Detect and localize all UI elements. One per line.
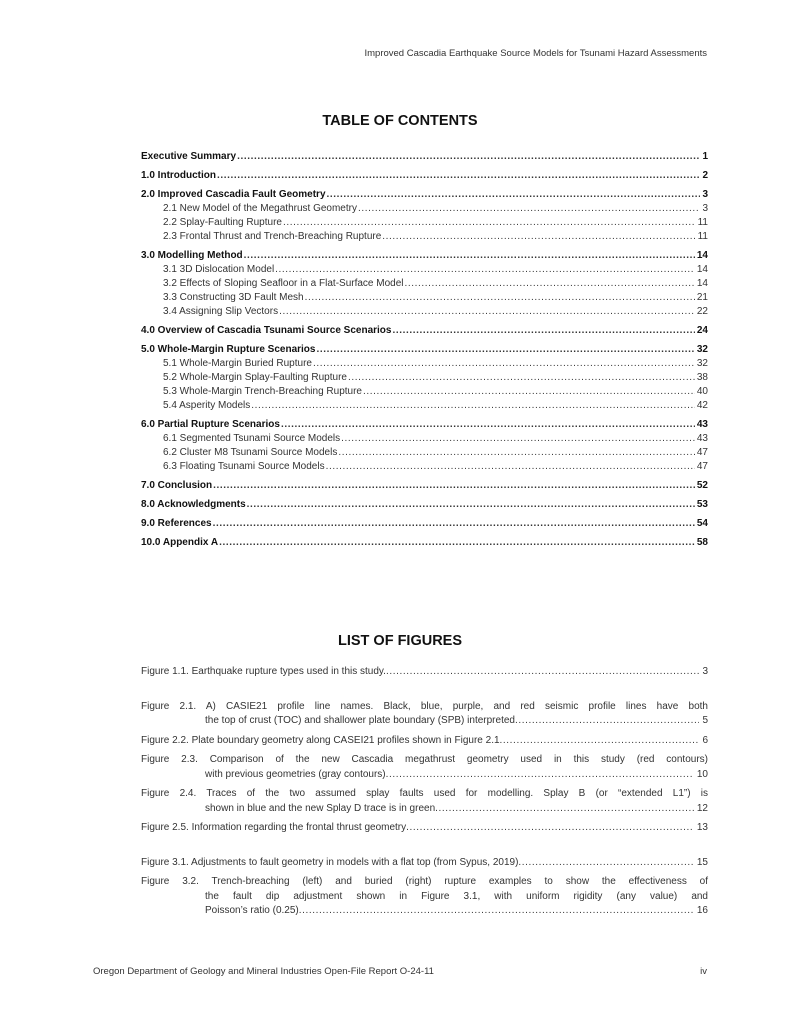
toc-section-entry[interactable]	[141, 324, 708, 338]
toc-section-entry[interactable]	[141, 418, 708, 432]
dot-leader	[326, 460, 695, 474]
dot-leader	[405, 277, 695, 291]
figure-caption-text: shown in blue and the new Splay D trace is in green	[205, 802, 436, 814]
dot-leader	[386, 665, 699, 680]
dot-leader	[363, 385, 695, 399]
toc-subsection-entry[interactable]	[141, 432, 708, 446]
table-of-contents	[141, 150, 708, 550]
toc-subsection-entry[interactable]	[141, 357, 708, 371]
figure-entry[interactable]	[141, 753, 708, 782]
toc-entry-page: 47	[696, 447, 708, 458]
running-header: Improved Cascadia Earthquake Source Models for Tsunami Hazard Assessments	[364, 48, 707, 59]
toc-entry-page: 42	[696, 400, 708, 411]
dot-leader	[247, 498, 695, 512]
toc-entry-page: 11	[697, 231, 708, 242]
figure-caption-last-line	[141, 856, 708, 871]
figure-caption-text: Poisson’s ratio (0.25)	[205, 905, 299, 916]
toc-entry-label: 9.0 References	[141, 518, 212, 529]
figure-caption-last-line	[141, 734, 708, 749]
figure-page: 16	[696, 905, 708, 916]
figure-entry[interactable]	[141, 734, 708, 749]
list-of-figures	[141, 665, 708, 919]
toc-entry-label: 6.0 Partial Rupture Scenarios	[141, 419, 280, 430]
toc-entry-page: 24	[696, 325, 708, 336]
toc-subsection-entry[interactable]	[141, 460, 708, 474]
toc-entry-label: 6.1 Segmented Tsunami Source Models	[163, 433, 341, 444]
figure-page: 12	[696, 802, 708, 814]
dot-leader	[316, 343, 694, 357]
dot-leader	[435, 802, 694, 817]
toc-section-entry[interactable]	[141, 343, 708, 357]
toc-section-entry[interactable]	[141, 517, 708, 531]
figure-page: 13	[696, 822, 708, 833]
dot-leader	[515, 714, 699, 729]
toc-entry-label: 3.0 Modelling Method	[141, 250, 243, 261]
figure-caption-last-line	[141, 665, 708, 680]
figure-caption-text: Figure 2.5. Information regarding the frontal thrust geometry	[141, 822, 407, 833]
dot-leader	[219, 536, 695, 550]
toc-heading: TABLE OF CONTENTS	[322, 113, 478, 129]
list-of-figures-heading: LIST OF FIGURES	[337, 633, 463, 649]
toc-section-entry[interactable]	[141, 249, 708, 263]
toc-entry-page: 54	[696, 518, 708, 529]
dot-leader	[518, 856, 693, 871]
dot-leader	[251, 399, 695, 413]
figure-spacer	[141, 680, 708, 700]
toc-entry-label: 5.2 Whole-Margin Splay-Faulting Rupture	[163, 372, 347, 383]
dot-leader	[313, 357, 695, 371]
toc-subsection-entry[interactable]	[141, 230, 708, 244]
dot-leader	[305, 291, 695, 305]
toc-entry-label: 3.3 Constructing 3D Fault Mesh	[163, 292, 304, 303]
figure-caption-line: Figure 2.3. Comparison of the new Cascadia megathrust geometry used in this study (red contours)	[141, 754, 708, 765]
toc-entry-page: 52	[696, 480, 708, 491]
toc-subsection-entry[interactable]	[141, 263, 708, 277]
dot-leader	[237, 150, 700, 164]
dot-leader	[358, 202, 700, 216]
figure-caption-text: Figure 3.1. Adjustments to fault geometry in models with a flat top (from Sypus, 2019)	[141, 856, 519, 868]
figure-page: 3	[702, 666, 708, 677]
toc-subsection-entry[interactable]	[141, 446, 708, 460]
toc-entry-page: 21	[696, 292, 708, 303]
toc-entry-label: 6.2 Cluster M8 Tsunami Source Models	[163, 447, 338, 458]
figure-caption-line: Figure 3.2. Trench-breaching (left) and buried (right) rupture examples to show the effectiveness of	[141, 876, 708, 887]
dot-leader	[382, 230, 695, 244]
toc-entry-label: 7.0 Conclusion	[141, 480, 213, 491]
toc-subsection-entry[interactable]	[141, 291, 708, 305]
figure-caption-text: with previous geometries (gray contours)	[205, 768, 386, 780]
toc-entry-label: 5.3 Whole-Margin Trench-Breaching Rupture	[163, 386, 362, 397]
toc-entry-page: 14	[696, 278, 708, 289]
toc-entry-label: 4.0 Overview of Cascadia Tsunami Source Scenarios	[141, 325, 392, 336]
toc-entry-page: 43	[696, 419, 708, 430]
figure-caption-last-line	[141, 768, 708, 783]
figure-caption-text: the top of crust (TOC) and shallower plate boundary (SPB) interpreted	[205, 715, 515, 726]
toc-entry-label: 3.1 3D Dislocation Model	[163, 264, 275, 275]
dot-leader	[392, 324, 694, 338]
figure-page: 10	[696, 768, 708, 780]
dot-leader	[348, 371, 695, 385]
toc-entry-page: 38	[696, 372, 708, 383]
footer-page-number: iv	[700, 966, 707, 977]
toc-entry-page: 32	[696, 344, 708, 355]
toc-entry-label: 5.0 Whole-Margin Rupture Scenarios	[141, 344, 316, 355]
toc-section-entry[interactable]	[141, 536, 708, 550]
figure-entry[interactable]	[141, 875, 708, 919]
figure-caption-text: Figure 2.2. Plate boundary geometry along CASEI21 profiles shown in Figure 2.1	[141, 734, 500, 746]
footer-publication: Oregon Department of Geology and Mineral Industries Open-File Report O-24-11	[93, 966, 434, 977]
toc-entry-page: 3	[702, 189, 708, 200]
toc-subsection-entry[interactable]	[141, 277, 708, 291]
toc-entry-page: 14	[696, 250, 708, 261]
dot-leader	[283, 216, 696, 230]
toc-entry-page: 53	[696, 499, 708, 510]
toc-entry-label: Executive Summary	[141, 151, 237, 162]
dot-leader	[500, 734, 700, 749]
figure-page: 5	[702, 715, 708, 726]
toc-entry-page: 1	[702, 151, 708, 162]
toc-entry-label: 3.2 Effects of Sloping Seafloor in a Flat-Surface Model	[163, 278, 404, 289]
figure-entry[interactable]	[141, 700, 708, 729]
toc-subsection-entry[interactable]	[141, 202, 708, 216]
toc-subsection-entry[interactable]	[141, 371, 708, 385]
figure-caption-last-line	[141, 821, 708, 836]
dot-leader	[217, 169, 700, 183]
toc-entry-label: 5.1 Whole-Margin Buried Rupture	[163, 358, 312, 369]
toc-entry-label: 1.0 Introduction	[141, 170, 216, 181]
toc-entry-label: 2.3 Frontal Thrust and Trench-Breaching Rupture	[163, 231, 382, 242]
dot-leader	[327, 188, 701, 202]
figure-page: 6	[702, 734, 708, 746]
toc-subsection-entry[interactable]	[141, 385, 708, 399]
figure-entry[interactable]	[141, 856, 708, 871]
toc-entry-page: 40	[696, 386, 708, 397]
toc-entry-label: 2.0 Improved Cascadia Fault Geometry	[141, 189, 326, 200]
toc-entry-page: 47	[696, 461, 708, 472]
toc-section-entry[interactable]	[141, 150, 708, 164]
toc-entry-page: 2	[702, 170, 708, 181]
dot-leader	[213, 479, 695, 493]
figure-caption-last-line	[141, 714, 708, 729]
figure-caption-text: Figure 1.1. Earthquake rupture types used in this study.	[141, 666, 386, 677]
toc-subsection-entry[interactable]	[141, 305, 708, 319]
figure-caption-line: the fault dip adjustment shown in Figure 3.1, with uniform rigidity (any value) and	[205, 890, 708, 902]
figure-entry[interactable]	[141, 821, 708, 836]
figure-caption-last-line	[141, 904, 708, 919]
toc-section-entry[interactable]	[141, 169, 708, 183]
toc-section-entry[interactable]	[141, 479, 708, 493]
toc-entry-page: 3	[702, 203, 708, 214]
dot-leader	[299, 904, 694, 919]
toc-entry-page: 22	[696, 306, 708, 317]
toc-section-entry[interactable]	[141, 188, 708, 202]
figure-caption-line: Figure 2.4. Traces of the two assumed splay faults used for modelling. Splay B (or “extended L1”) is	[141, 788, 708, 799]
dot-leader	[338, 446, 695, 460]
dot-leader	[213, 517, 695, 531]
toc-entry-label: 8.0 Acknowledgments	[141, 499, 246, 510]
toc-entry-label: 3.4 Assigning Slip Vectors	[163, 306, 279, 317]
figure-entry[interactable]	[141, 787, 708, 816]
toc-entry-label: 6.3 Floating Tsunami Source Models	[163, 461, 325, 472]
toc-subsection-entry[interactable]	[141, 399, 708, 413]
toc-entry-label: 2.1 New Model of the Megathrust Geometry	[163, 203, 357, 214]
toc-entry-page: 14	[696, 264, 708, 275]
toc-subsection-entry[interactable]	[141, 216, 708, 230]
dot-leader	[386, 768, 694, 783]
toc-section-entry[interactable]	[141, 498, 708, 512]
dot-leader	[341, 432, 695, 446]
toc-entry-label: 10.0 Appendix A	[141, 537, 219, 548]
toc-entry-page: 43	[696, 433, 708, 444]
dot-leader	[279, 305, 695, 319]
figure-page: 15	[696, 856, 708, 868]
toc-entry-label: 2.2 Splay-Faulting Rupture	[163, 217, 282, 228]
toc-entry-page: 32	[696, 358, 708, 369]
toc-entry-page: 58	[696, 537, 708, 548]
figure-caption-line: Figure 2.1. A) CASIE21 profile line names. Black, blue, purple, and red seismic profile lines have both	[141, 700, 708, 712]
figure-entry[interactable]	[141, 665, 708, 680]
dot-leader	[275, 263, 695, 277]
dot-leader	[406, 821, 694, 836]
toc-entry-label: 5.4 Asperity Models	[163, 400, 251, 411]
dot-leader	[281, 418, 695, 432]
figure-spacer	[141, 836, 708, 856]
figure-caption-last-line	[141, 802, 708, 817]
toc-entry-page: 11	[697, 217, 708, 228]
dot-leader	[244, 249, 695, 263]
